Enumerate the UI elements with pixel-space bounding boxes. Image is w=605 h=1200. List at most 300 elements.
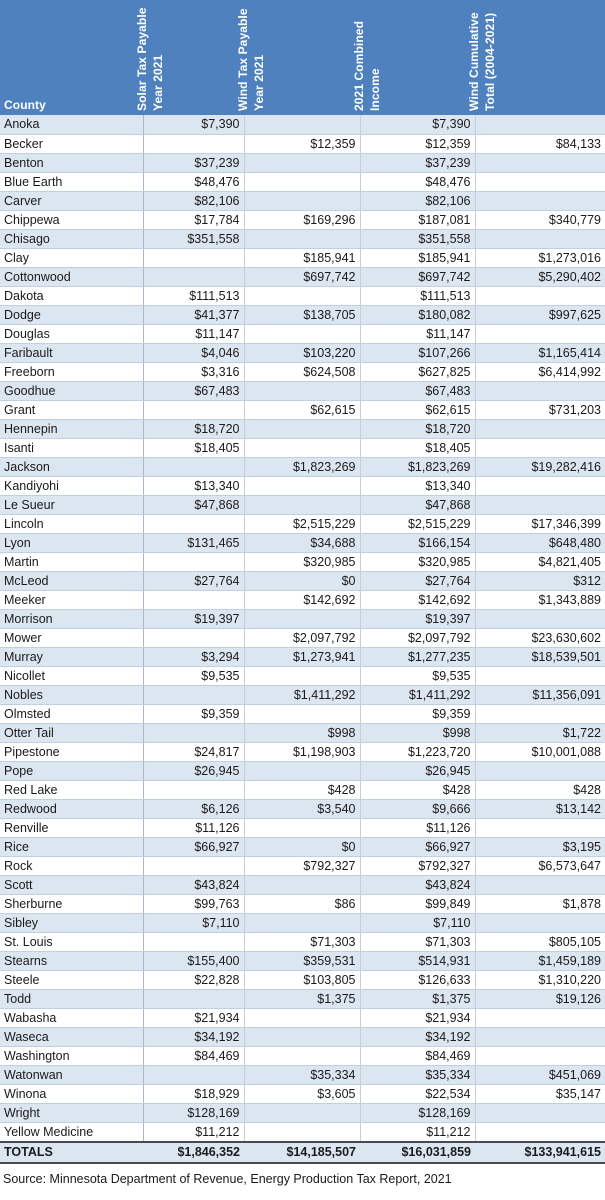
table-row[interactable] <box>0 134 605 153</box>
cell-county: Mower <box>0 628 143 647</box>
table-row[interactable] <box>0 894 605 913</box>
cell-county: Faribault <box>0 343 143 362</box>
cell-county: Blue Earth <box>0 172 143 191</box>
cell-wind: $1,198,903 <box>244 742 360 761</box>
cell-wind: $792,327 <box>244 856 360 875</box>
cell-solar: $155,400 <box>143 951 244 970</box>
cell-solar: $111,513 <box>143 286 244 305</box>
cell-cumulative: $340,779 <box>475 210 605 229</box>
cell-county: Pope <box>0 761 143 780</box>
table-row[interactable] <box>0 381 605 400</box>
cell-solar: $43,824 <box>143 875 244 894</box>
cell-combined: $11,147 <box>360 324 475 343</box>
cell-county: Hennepin <box>0 419 143 438</box>
cell-combined: $62,615 <box>360 400 475 419</box>
table-row[interactable] <box>0 248 605 267</box>
cell-combined: $34,192 <box>360 1027 475 1046</box>
cell-wind: $0 <box>244 837 360 856</box>
cell-wind <box>244 381 360 400</box>
cell-solar <box>143 780 244 799</box>
totals-cell-county: TOTALS <box>0 1142 143 1163</box>
cell-wind <box>244 666 360 685</box>
cell-combined: $99,849 <box>360 894 475 913</box>
cell-combined: $82,106 <box>360 191 475 210</box>
cell-solar <box>143 457 244 476</box>
table-row[interactable] <box>0 552 605 571</box>
cell-solar: $9,535 <box>143 666 244 685</box>
cell-county: Freeborn <box>0 362 143 381</box>
cell-solar: $27,764 <box>143 571 244 590</box>
cell-wind: $138,705 <box>244 305 360 324</box>
cell-combined: $320,985 <box>360 552 475 571</box>
cell-combined: $792,327 <box>360 856 475 875</box>
cell-wind: $169,296 <box>244 210 360 229</box>
cell-combined: $22,534 <box>360 1084 475 1103</box>
cell-combined: $1,375 <box>360 989 475 1008</box>
cell-wind: $1,375 <box>244 989 360 1008</box>
cell-solar: $99,763 <box>143 894 244 913</box>
cell-wind <box>244 324 360 343</box>
table-row[interactable] <box>0 647 605 666</box>
cell-cumulative: $6,414,992 <box>475 362 605 381</box>
cell-wind <box>244 609 360 628</box>
cell-wind <box>244 1122 360 1142</box>
cell-solar <box>143 248 244 267</box>
table-row[interactable] <box>0 343 605 362</box>
cell-cumulative <box>475 229 605 248</box>
table-row[interactable] <box>0 913 605 932</box>
table-row[interactable] <box>0 457 605 476</box>
cell-wind <box>244 172 360 191</box>
cell-solar: $7,110 <box>143 913 244 932</box>
table-row[interactable] <box>0 932 605 951</box>
cell-combined: $2,097,792 <box>360 628 475 647</box>
cell-county: Lyon <box>0 533 143 552</box>
cell-cumulative: $648,480 <box>475 533 605 552</box>
cell-combined: $1,223,720 <box>360 742 475 761</box>
cell-wind: $62,615 <box>244 400 360 419</box>
cell-solar: $11,126 <box>143 818 244 837</box>
cell-cumulative: $84,133 <box>475 134 605 153</box>
cell-county: Todd <box>0 989 143 1008</box>
table-row[interactable] <box>0 514 605 533</box>
cell-combined: $27,764 <box>360 571 475 590</box>
cell-combined: $142,692 <box>360 590 475 609</box>
cell-solar: $3,294 <box>143 647 244 666</box>
cell-wind: $1,823,269 <box>244 457 360 476</box>
cell-county: Grant <box>0 400 143 419</box>
cell-cumulative: $428 <box>475 780 605 799</box>
cell-solar <box>143 685 244 704</box>
table-row[interactable] <box>0 742 605 761</box>
cell-solar <box>143 932 244 951</box>
table-row[interactable] <box>0 989 605 1008</box>
cell-wind: $1,411,292 <box>244 685 360 704</box>
cell-combined: $47,868 <box>360 495 475 514</box>
table-row[interactable] <box>0 476 605 495</box>
cell-cumulative: $19,126 <box>475 989 605 1008</box>
cell-county: Waseca <box>0 1027 143 1046</box>
cell-combined: $9,535 <box>360 666 475 685</box>
table-row[interactable] <box>0 685 605 704</box>
cell-cumulative <box>475 761 605 780</box>
cell-combined: $18,720 <box>360 419 475 438</box>
cell-cumulative <box>475 495 605 514</box>
table-row[interactable] <box>0 210 605 229</box>
cell-combined: $26,945 <box>360 761 475 780</box>
cell-wind <box>244 191 360 210</box>
table-row[interactable] <box>0 818 605 837</box>
cell-county: Rice <box>0 837 143 856</box>
cell-wind <box>244 1027 360 1046</box>
cell-county: Nobles <box>0 685 143 704</box>
cell-wind <box>244 476 360 495</box>
cell-solar <box>143 514 244 533</box>
cell-combined: $12,359 <box>360 134 475 153</box>
cell-wind: $86 <box>244 894 360 913</box>
cell-combined: $7,110 <box>360 913 475 932</box>
table-row[interactable] <box>0 970 605 989</box>
cell-cumulative <box>475 1046 605 1065</box>
cell-combined: $43,824 <box>360 875 475 894</box>
table-row[interactable] <box>0 1008 605 1027</box>
column-header-combined-line2: Income <box>368 68 382 111</box>
cell-cumulative <box>475 1103 605 1122</box>
table-row[interactable] <box>0 628 605 647</box>
cell-county: Becker <box>0 134 143 153</box>
cell-combined: $180,082 <box>360 305 475 324</box>
cell-cumulative <box>475 875 605 894</box>
cell-cumulative: $18,539,501 <box>475 647 605 666</box>
column-header-county-label: County <box>4 98 46 112</box>
cell-wind <box>244 1103 360 1122</box>
cell-solar <box>143 134 244 153</box>
cell-cumulative: $13,142 <box>475 799 605 818</box>
table-row[interactable] <box>0 362 605 381</box>
cell-county: Washington <box>0 1046 143 1065</box>
cell-wind <box>244 229 360 248</box>
source-note: Source: Minnesota Department of Revenue, Energy Production Tax Report, 2021 <box>3 1171 452 1186</box>
cell-combined: $187,081 <box>360 210 475 229</box>
table-row[interactable] <box>0 153 605 172</box>
cell-combined: $71,303 <box>360 932 475 951</box>
cell-cumulative <box>475 286 605 305</box>
cell-cumulative: $1,878 <box>475 894 605 913</box>
cell-combined: $514,931 <box>360 951 475 970</box>
combined-header-rotator <box>352 0 475 113</box>
cell-cumulative <box>475 1008 605 1027</box>
cell-county: Pipestone <box>0 742 143 761</box>
cell-combined: $166,154 <box>360 533 475 552</box>
cell-county: Kandiyohi <box>0 476 143 495</box>
table-row[interactable] <box>0 666 605 685</box>
cell-cumulative <box>475 818 605 837</box>
table-row[interactable] <box>0 780 605 799</box>
cell-cumulative <box>475 191 605 210</box>
table-row[interactable] <box>0 1084 605 1103</box>
cell-wind: $624,508 <box>244 362 360 381</box>
cell-wind: $2,515,229 <box>244 514 360 533</box>
totals-cell-wind: $14,185,507 <box>244 1142 360 1163</box>
cell-combined: $21,934 <box>360 1008 475 1027</box>
table-row[interactable] <box>0 172 605 191</box>
table-row[interactable] <box>0 1103 605 1122</box>
cell-solar: $11,212 <box>143 1122 244 1142</box>
cell-county: Red Lake <box>0 780 143 799</box>
cell-solar <box>143 628 244 647</box>
cell-solar <box>143 590 244 609</box>
cell-cumulative <box>475 704 605 723</box>
cell-solar: $47,868 <box>143 495 244 514</box>
column-header-wind-line2: Year 2021 <box>252 54 266 111</box>
totals-cell-cumulative: $133,941,615 <box>475 1142 605 1163</box>
table-row[interactable] <box>0 1027 605 1046</box>
cell-wind <box>244 704 360 723</box>
table-row[interactable] <box>0 1046 605 1065</box>
cell-cumulative: $4,821,405 <box>475 552 605 571</box>
cell-wind: $34,688 <box>244 533 360 552</box>
cell-wind <box>244 419 360 438</box>
cell-cumulative <box>475 324 605 343</box>
cell-cumulative: $3,195 <box>475 837 605 856</box>
cell-county: Cottonwood <box>0 267 143 286</box>
cell-cumulative: $11,356,091 <box>475 685 605 704</box>
cell-cumulative <box>475 1122 605 1142</box>
cell-county: Jackson <box>0 457 143 476</box>
cell-county: Lincoln <box>0 514 143 533</box>
cell-solar: $4,046 <box>143 343 244 362</box>
cell-county: Rock <box>0 856 143 875</box>
cell-county: Murray <box>0 647 143 666</box>
column-header-cumulative-line1: Wind Cumulative <box>467 12 481 111</box>
cell-solar <box>143 552 244 571</box>
table-row[interactable] <box>0 305 605 324</box>
cell-cumulative: $10,001,088 <box>475 742 605 761</box>
cell-county: Goodhue <box>0 381 143 400</box>
column-header-county[interactable] <box>0 0 143 115</box>
cell-wind: $697,742 <box>244 267 360 286</box>
cell-combined: $2,515,229 <box>360 514 475 533</box>
cell-combined: $126,633 <box>360 970 475 989</box>
table-row[interactable] <box>0 229 605 248</box>
cell-wind <box>244 495 360 514</box>
table-row[interactable] <box>0 400 605 419</box>
table-row[interactable] <box>0 875 605 894</box>
cell-cumulative <box>475 609 605 628</box>
cell-solar: $21,934 <box>143 1008 244 1027</box>
cell-county: Steele <box>0 970 143 989</box>
cell-cumulative: $1,722 <box>475 723 605 742</box>
cell-county: McLeod <box>0 571 143 590</box>
cell-solar: $18,720 <box>143 419 244 438</box>
cell-county: Olmsted <box>0 704 143 723</box>
cell-county: Renville <box>0 818 143 837</box>
cell-wind: $103,220 <box>244 343 360 362</box>
cell-cumulative: $23,630,602 <box>475 628 605 647</box>
table-row[interactable] <box>0 115 605 134</box>
cell-wind <box>244 818 360 837</box>
cell-cumulative <box>475 419 605 438</box>
cell-cumulative: $1,459,189 <box>475 951 605 970</box>
table-row[interactable] <box>0 324 605 343</box>
cell-county: Meeker <box>0 590 143 609</box>
cell-solar: $13,340 <box>143 476 244 495</box>
cell-wind: $103,805 <box>244 970 360 989</box>
totals-cell-combined: $16,031,859 <box>360 1142 475 1163</box>
cell-wind <box>244 286 360 305</box>
table-header <box>0 0 605 115</box>
cell-county: Sibley <box>0 913 143 932</box>
cell-solar: $17,784 <box>143 210 244 229</box>
cell-county: Douglas <box>0 324 143 343</box>
cell-wind: $142,692 <box>244 590 360 609</box>
cell-combined: $697,742 <box>360 267 475 286</box>
cell-county: Chisago <box>0 229 143 248</box>
cell-combined: $111,513 <box>360 286 475 305</box>
column-header-wind-cumulative[interactable] <box>467 0 605 115</box>
cell-solar: $128,169 <box>143 1103 244 1122</box>
cell-cumulative: $1,273,016 <box>475 248 605 267</box>
table-row[interactable] <box>0 286 605 305</box>
totals-cell-solar: $1,846,352 <box>143 1142 244 1163</box>
table-row[interactable] <box>0 837 605 856</box>
cell-solar: $9,359 <box>143 704 244 723</box>
cell-wind <box>244 115 360 134</box>
cell-combined: $48,476 <box>360 172 475 191</box>
table-row[interactable] <box>0 951 605 970</box>
table-row[interactable] <box>0 1122 605 1142</box>
table-row[interactable] <box>0 191 605 210</box>
cell-county: Anoka <box>0 115 143 134</box>
cell-county: Clay <box>0 248 143 267</box>
table-row[interactable] <box>0 799 605 818</box>
cell-solar: $6,126 <box>143 799 244 818</box>
cell-cumulative <box>475 172 605 191</box>
cell-wind: $1,273,941 <box>244 647 360 666</box>
table-row[interactable] <box>0 419 605 438</box>
cell-wind: $35,334 <box>244 1065 360 1084</box>
cell-county: Carver <box>0 191 143 210</box>
cell-wind: $998 <box>244 723 360 742</box>
header-row <box>0 0 605 115</box>
table-row[interactable] <box>0 438 605 457</box>
cell-solar: $37,239 <box>143 153 244 172</box>
cell-county: Martin <box>0 552 143 571</box>
cell-combined: $998 <box>360 723 475 742</box>
cell-solar: $131,465 <box>143 533 244 552</box>
column-header-wind-tax[interactable] <box>236 0 360 115</box>
cell-cumulative <box>475 1027 605 1046</box>
table-body <box>0 115 605 1163</box>
cell-combined: $1,277,235 <box>360 647 475 666</box>
table-row[interactable] <box>0 856 605 875</box>
cell-solar: $19,397 <box>143 609 244 628</box>
cell-combined: $35,334 <box>360 1065 475 1084</box>
cell-county: Otter Tail <box>0 723 143 742</box>
cell-solar: $18,405 <box>143 438 244 457</box>
cell-county: Wabasha <box>0 1008 143 1027</box>
cell-combined: $627,825 <box>360 362 475 381</box>
cell-cumulative: $5,290,402 <box>475 267 605 286</box>
cell-cumulative <box>475 438 605 457</box>
cell-solar: $84,469 <box>143 1046 244 1065</box>
cell-combined: $84,469 <box>360 1046 475 1065</box>
cell-cumulative: $312 <box>475 571 605 590</box>
cell-combined: $1,411,292 <box>360 685 475 704</box>
cell-county: Isanti <box>0 438 143 457</box>
cell-combined: $11,126 <box>360 818 475 837</box>
table-row[interactable] <box>0 761 605 780</box>
cell-combined: $11,212 <box>360 1122 475 1142</box>
cell-combined: $185,941 <box>360 248 475 267</box>
cell-combined: $9,666 <box>360 799 475 818</box>
cell-wind: $3,540 <box>244 799 360 818</box>
table-row[interactable] <box>0 533 605 552</box>
cell-county: Winona <box>0 1084 143 1103</box>
column-header-wind-line1: Wind Tax Payable <box>236 8 250 111</box>
table-row[interactable] <box>0 609 605 628</box>
cell-solar: $351,558 <box>143 229 244 248</box>
cell-combined: $18,405 <box>360 438 475 457</box>
table-row[interactable] <box>0 495 605 514</box>
cell-solar <box>143 1065 244 1084</box>
cell-combined: $428 <box>360 780 475 799</box>
cell-county: St. Louis <box>0 932 143 951</box>
column-header-combined-income[interactable] <box>352 0 475 115</box>
table-row[interactable] <box>0 590 605 609</box>
cell-solar <box>143 989 244 1008</box>
table-row[interactable] <box>0 571 605 590</box>
cell-wind <box>244 761 360 780</box>
table-row[interactable] <box>0 1065 605 1084</box>
cell-cumulative: $1,165,414 <box>475 343 605 362</box>
cell-solar <box>143 723 244 742</box>
cell-combined: $107,266 <box>360 343 475 362</box>
cell-combined: $19,397 <box>360 609 475 628</box>
cumulative-header-rotator <box>467 0 590 113</box>
cell-combined: $67,483 <box>360 381 475 400</box>
cell-cumulative <box>475 476 605 495</box>
column-header-solar-tax[interactable] <box>135 0 244 115</box>
cell-wind: $12,359 <box>244 134 360 153</box>
cell-wind <box>244 1008 360 1027</box>
cell-county: Dodge <box>0 305 143 324</box>
cell-cumulative: $731,203 <box>475 400 605 419</box>
cell-combined: $66,927 <box>360 837 475 856</box>
cell-wind <box>244 875 360 894</box>
cell-cumulative: $6,573,647 <box>475 856 605 875</box>
table-row[interactable] <box>0 267 605 286</box>
table-row[interactable] <box>0 723 605 742</box>
cell-solar <box>143 267 244 286</box>
cell-solar: $48,476 <box>143 172 244 191</box>
cell-combined: $13,340 <box>360 476 475 495</box>
wind-header-rotator <box>236 0 359 113</box>
cell-county: Yellow Medicine <box>0 1122 143 1142</box>
table-row[interactable] <box>0 704 605 723</box>
cell-wind: $71,303 <box>244 932 360 951</box>
cell-wind: $185,941 <box>244 248 360 267</box>
cell-cumulative <box>475 666 605 685</box>
cell-cumulative: $35,147 <box>475 1084 605 1103</box>
cell-combined: $1,823,269 <box>360 457 475 476</box>
cell-solar: $3,316 <box>143 362 244 381</box>
cell-county: Scott <box>0 875 143 894</box>
cell-cumulative: $19,282,416 <box>475 457 605 476</box>
cell-combined: $351,558 <box>360 229 475 248</box>
cell-cumulative: $997,625 <box>475 305 605 324</box>
cell-solar <box>143 856 244 875</box>
